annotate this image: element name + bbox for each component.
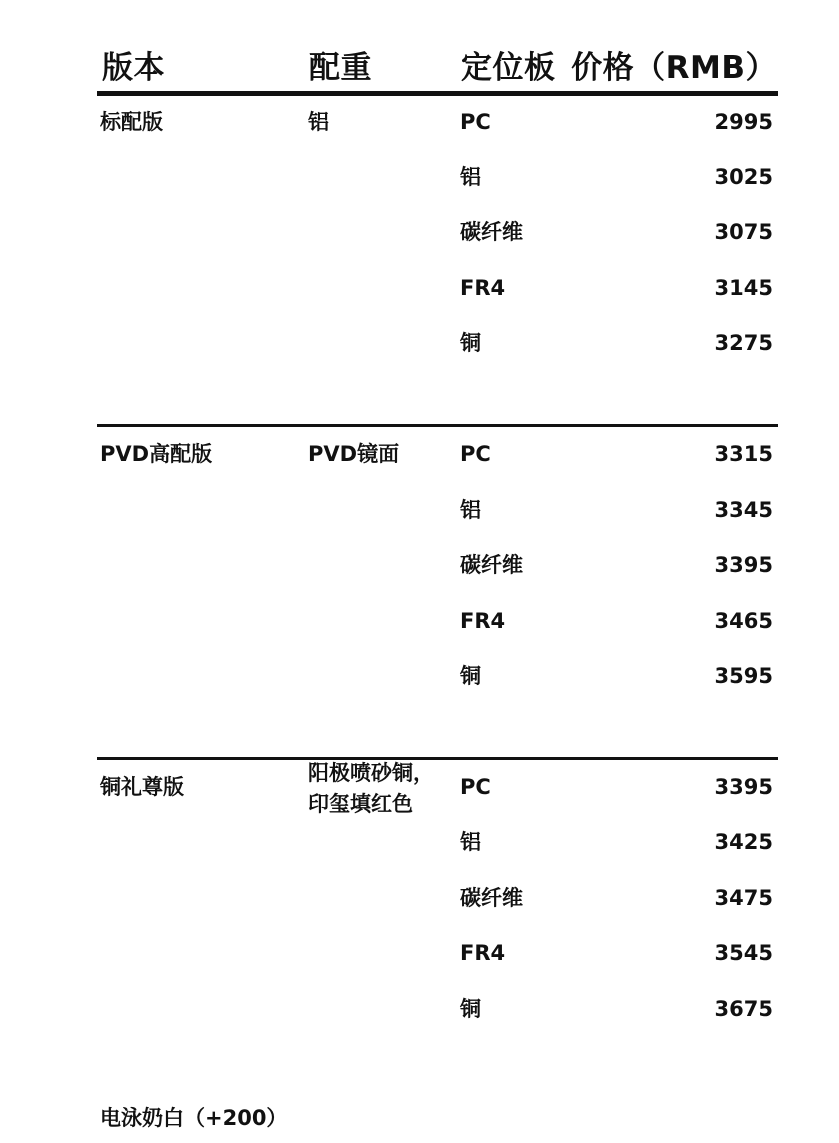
row-plate: 铜: [460, 331, 481, 355]
row-plate: 铜: [460, 997, 481, 1021]
row-price: 3395: [714, 775, 773, 799]
row-price: 3425: [714, 830, 773, 854]
row-price: 3595: [714, 664, 773, 688]
row-price: 3345: [714, 498, 773, 522]
row-price: 3465: [714, 609, 773, 633]
row-plate: 碳纤维: [460, 886, 523, 910]
row-plate: FR4: [460, 276, 506, 300]
row-price: 3395: [714, 553, 773, 577]
row-price: 2995: [714, 110, 773, 134]
group-version: PVD高配版: [100, 442, 213, 466]
group-weight-line-1: 阳极喷砂铜，: [308, 761, 434, 785]
group-weight-line-2: 印玺填红色: [308, 792, 413, 816]
group-version: 铜礼尊版: [100, 775, 184, 799]
row-plate: FR4: [460, 609, 506, 633]
group-weight: 铝: [308, 110, 329, 134]
row-price: 3275: [714, 331, 773, 355]
row-plate: PC: [460, 442, 491, 466]
row-plate: 铝: [460, 498, 481, 522]
group-version: 标配版: [100, 110, 163, 134]
row-plate: FR4: [460, 941, 506, 965]
row-plate: PC: [460, 110, 491, 134]
header-weight: 配重: [309, 50, 372, 86]
row-price: 3545: [714, 941, 773, 965]
header-divider: [97, 91, 778, 96]
footnote-option: 电泳奶白（+200）: [100, 1106, 288, 1130]
row-plate: 铜: [460, 664, 481, 688]
row-price: 3315: [714, 442, 773, 466]
row-price: 3145: [714, 276, 773, 300]
row-plate: 碳纤维: [460, 553, 523, 577]
row-price: 3475: [714, 886, 773, 910]
header-version: 版本: [102, 50, 165, 86]
row-plate: 碳纤维: [460, 220, 523, 244]
group-weight: PVD镜面: [308, 442, 400, 466]
header-price: 价格（RMB）: [571, 50, 777, 86]
table-header: [0, 46, 839, 90]
group-divider: [97, 757, 778, 760]
header-plate: 定位板: [461, 50, 556, 86]
row-price: 3025: [714, 165, 773, 189]
row-price: 3675: [714, 997, 773, 1021]
row-price: 3075: [714, 220, 773, 244]
row-plate: 铝: [460, 165, 481, 189]
row-plate: 铝: [460, 830, 481, 854]
row-plate: PC: [460, 775, 491, 799]
group-divider: [97, 424, 778, 427]
